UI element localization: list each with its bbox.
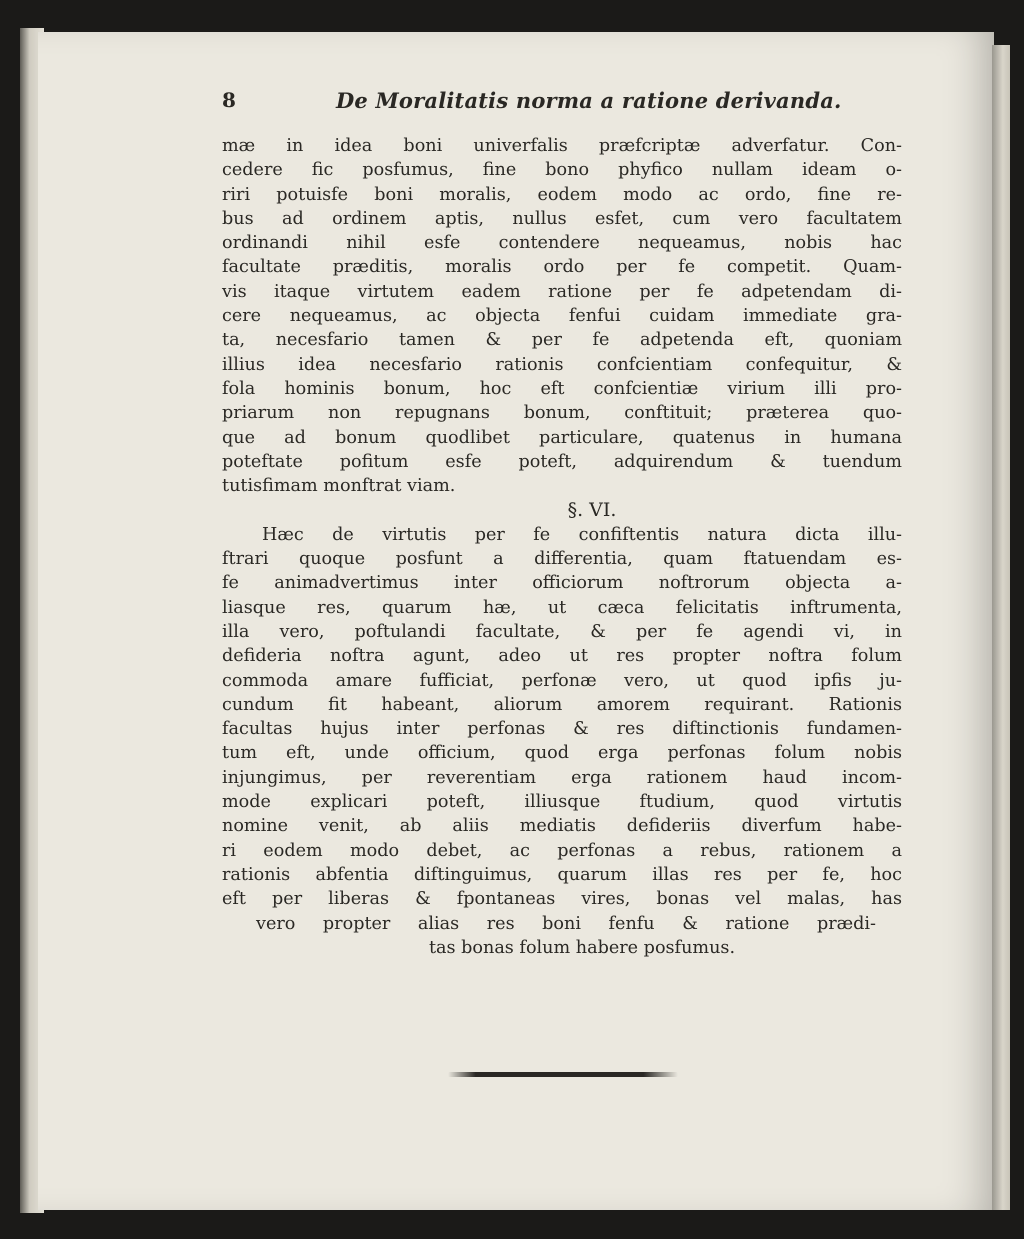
- text-line: facultas hujus inter perfonas & res diftinctionis fundamen-: [222, 719, 902, 740]
- text-line: nomine venit, ab aliis mediatis defideriis diverfum habe-: [222, 816, 902, 837]
- text-line: poteftate pofitum esfe poteft, adquirendum & tuendum: [222, 451, 902, 472]
- paragraph-2: [222, 523, 902, 960]
- text-line: tas bonas folum habere posfumus.: [428, 937, 736, 958]
- text-line: tutisfimam monftrat viam.: [222, 476, 456, 497]
- text-line: eft per liberas & fpontaneas vires, bonas vel malas, has: [222, 889, 902, 910]
- text-line: mæ in idea boni univerfalis præfcriptæ adverfatur. Con-: [222, 136, 902, 156]
- text-line: ri eodem modo debet, ac perfonas a rebus, rationem a: [222, 840, 902, 861]
- section-heading: §. VI.: [567, 499, 617, 522]
- text-line: fe animadvertimus inter officiorum noftrorum objecta a-: [222, 573, 902, 594]
- text-line: Hæc de virtutis per fe confiftentis natura dicta illu-: [262, 524, 902, 545]
- text-line: bus ad ordinem aptis, nullus esfet, cum vero facultatem: [222, 208, 902, 229]
- text-line: defideria noftra agunt, adeo ut res propter noftra folum: [222, 646, 902, 667]
- text-line: ftrari quoque posfunt a differentia, quam ftatuendam es-: [222, 549, 902, 570]
- running-head: [222, 88, 902, 118]
- text-line: ordinandi nihil esfe contendere nequeamus, nobis hac: [222, 233, 902, 254]
- text-line: priarum non repugnans bonum, conftituit; præterea quo-: [222, 403, 902, 424]
- text-line: injungimus, per reverentiam erga rationem haud incom-: [222, 767, 902, 788]
- text-line: cundum fit habeant, aliorum amorem requirant. Rationis: [222, 694, 902, 715]
- running-title: De Moralitatis norma a ratione derivanda.: [336, 88, 842, 113]
- right-page-edge: [992, 45, 1010, 1210]
- text-line: tum eft, unde officium, quod erga perfonas folum nobis: [222, 743, 902, 764]
- text-line: commoda amare fufficiat, perfonæ vero, ut quod ipfis ju-: [222, 670, 902, 691]
- text-line: vero propter alias res boni fenfu & ratione prædi-: [256, 913, 876, 934]
- text-line: illa vero, poftulandi facultate, & per fe agendi vi, in: [222, 621, 902, 642]
- text-line: que ad bonum quodlibet particulare, quatenus in humana: [222, 427, 902, 448]
- text-line: ta, necesfario tamen & per fe adpetenda eft, quoniam: [222, 330, 902, 351]
- text-line: rationis abfentia diftinguimus, quarum illas res per fe, hoc: [222, 864, 902, 885]
- paragraph-1: [222, 134, 902, 498]
- text-line: vis itaque virtutem eadem ratione per fe adpetendam di-: [222, 281, 902, 302]
- text-line: liasque res, quarum hæ, ut cæca felicitatis inftrumenta,: [222, 597, 902, 618]
- text-line: illius idea necesfario rationis confcientiam confequitur, &: [222, 354, 902, 375]
- text-line: fola hominis bonum, hoc eft confcientiæ virium illi pro-: [222, 378, 902, 399]
- text-line: cedere fic posfumus, fine bono phyfico nullam ideam o-: [222, 160, 902, 181]
- text-line: mode explicari poteft, illiusque ftudium, quod virtutis: [222, 792, 902, 813]
- closing-rule-ornament: [448, 1072, 678, 1077]
- text-line: facultate præditis, moralis ordo per fe competit. Quam-: [222, 257, 902, 278]
- text-line: riri potuisfe boni moralis, eodem modo ac ordo, fine re-: [222, 184, 902, 205]
- text-line: cere nequeamus, ac objecta fenfui cuidam immediate gra-: [222, 306, 902, 327]
- text-block: [222, 88, 902, 960]
- page-number: 8: [222, 88, 236, 112]
